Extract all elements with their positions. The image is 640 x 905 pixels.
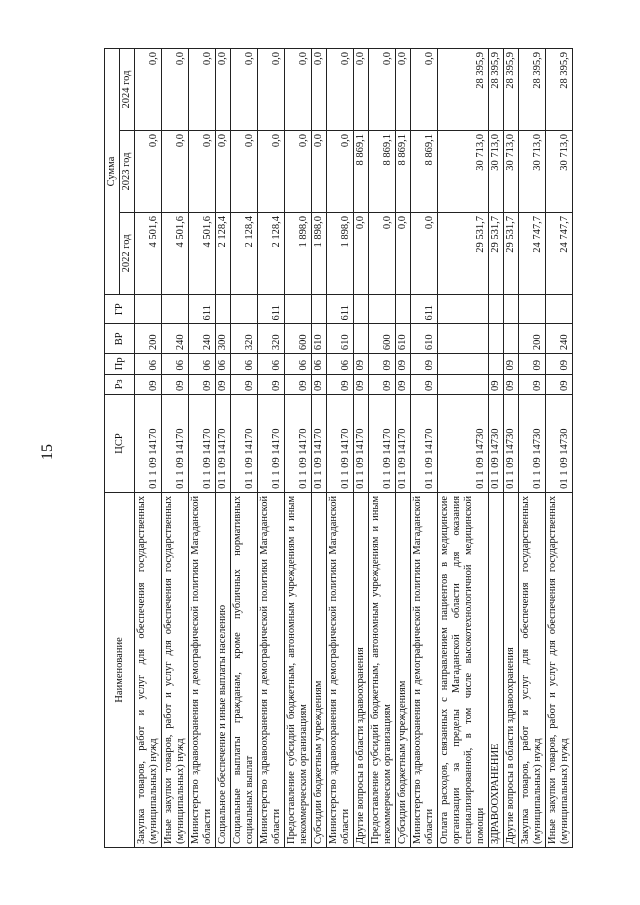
page-number: 15 xyxy=(39,444,56,460)
row-2023: 30 713,0 xyxy=(519,131,546,213)
row-2023: 30 713,0 xyxy=(489,131,504,213)
row-gr: 611 xyxy=(411,294,438,324)
row-2024: 0,0 xyxy=(396,49,411,131)
table-row xyxy=(411,49,438,848)
table-row xyxy=(489,49,504,848)
row-gr xyxy=(504,294,519,324)
table-row xyxy=(189,49,216,848)
row-pr: 06 xyxy=(327,354,354,374)
row-name: Оплата расходов, связанных с направлением пациентов в медицинские организации за пределы Магаданской области для оказания специализированной, в том числе высокотехнологичной медицинской помощи xyxy=(438,492,489,847)
header-rz: Рз xyxy=(105,374,135,394)
row-rz: 09 xyxy=(327,374,354,394)
row-2023: 8 869,1 xyxy=(396,131,411,213)
row-2024: 28 395,9 xyxy=(519,49,546,131)
table-row xyxy=(312,49,327,848)
row-name: ЗДРАВООХРАНЕНИЕ xyxy=(489,492,504,847)
row-rz: 09 xyxy=(396,374,411,394)
header-gr: ГР xyxy=(105,294,135,324)
row-2023: 30 713,0 xyxy=(504,131,519,213)
row-name: Иные закупки товаров, работ и услуг для обеспечения государственных (муниципальных) нужд xyxy=(162,492,189,847)
table-rotated-container xyxy=(104,48,584,848)
row-2022: 0,0 xyxy=(396,212,411,294)
row-2024: 0,0 xyxy=(231,49,258,131)
row-2023: 0,0 xyxy=(312,131,327,213)
row-2023: 30 713,0 xyxy=(438,131,489,213)
row-vr: 240 xyxy=(162,324,189,354)
row-2024: 28 395,9 xyxy=(489,49,504,131)
header-2022: 2022 год xyxy=(120,212,135,294)
row-pr: 06 xyxy=(285,354,312,374)
row-gr: 611 xyxy=(258,294,285,324)
row-2024: 0,0 xyxy=(354,49,369,131)
row-2023: 0,0 xyxy=(258,131,285,213)
row-rz: 09 xyxy=(189,374,216,394)
header-2023: 2023 год xyxy=(120,131,135,213)
header-2024: 2024 год xyxy=(120,49,135,131)
row-vr: 600 xyxy=(285,324,312,354)
row-csr: 01 1 09 14170 xyxy=(135,395,162,493)
row-rz: 09 xyxy=(411,374,438,394)
table-row xyxy=(135,49,162,848)
table-row xyxy=(327,49,354,848)
row-rz: 09 xyxy=(285,374,312,394)
row-name: Министерство здравоохранения и демографической политики Магаданской области xyxy=(258,492,285,847)
row-name: Субсидии бюджетным учреждениям xyxy=(312,492,327,847)
row-csr: 01 1 09 14170 xyxy=(258,395,285,493)
row-2023: 0,0 xyxy=(162,131,189,213)
row-2022: 4 501,6 xyxy=(189,212,216,294)
row-gr xyxy=(135,294,162,324)
row-2024: 0,0 xyxy=(369,49,396,131)
row-gr xyxy=(489,294,504,324)
row-rz: 09 xyxy=(258,374,285,394)
row-pr: 06 xyxy=(162,354,189,374)
row-vr: 200 xyxy=(135,324,162,354)
table-row xyxy=(258,49,285,848)
row-name: Министерство здравоохранения и демографической политики Магаданской области xyxy=(189,492,216,847)
row-2024: 28 395,9 xyxy=(546,49,573,131)
row-name: Закупка товаров, работ и услуг для обеспечения государственных (муниципальных) нужд xyxy=(519,492,546,847)
row-rz: 09 xyxy=(519,374,546,394)
table-row xyxy=(216,49,231,848)
row-rz: 09 xyxy=(231,374,258,394)
row-name: Министерство здравоохранения и демографической политики Магаданской области xyxy=(411,492,438,847)
row-csr: 01 1 09 14170 xyxy=(396,395,411,493)
row-2024: 0,0 xyxy=(411,49,438,131)
row-csr: 01 1 09 14730 xyxy=(504,395,519,493)
row-csr: 01 1 09 14730 xyxy=(546,395,573,493)
header-pr: Пр xyxy=(105,354,135,374)
row-vr xyxy=(354,324,369,354)
table-row xyxy=(354,49,369,848)
row-2022: 0,0 xyxy=(354,212,369,294)
row-name: Предоставление субсидий бюджетным, автономным учреждениям и иным некоммерческим организациям xyxy=(285,492,312,847)
row-2022: 24 747,7 xyxy=(519,212,546,294)
row-gr xyxy=(438,294,489,324)
row-gr xyxy=(162,294,189,324)
header-sum: Сумма xyxy=(105,49,120,295)
row-csr: 01 1 09 14730 xyxy=(519,395,546,493)
row-2022: 1 898,0 xyxy=(312,212,327,294)
table-row xyxy=(519,49,546,848)
row-name: Предоставление субсидий бюджетным, автономным учреждениям и иным некоммерческим организациям xyxy=(369,492,396,847)
row-name: Другие вопросы в области здравоохранения xyxy=(354,492,369,847)
header-row-1 xyxy=(105,49,120,848)
row-rz: 09 xyxy=(312,374,327,394)
row-name: Закупка товаров, работ и услуг для обеспечения государственных (муниципальных) нужд xyxy=(135,492,162,847)
row-2022: 1 898,0 xyxy=(327,212,354,294)
header-csr: ЦСР xyxy=(105,395,135,493)
row-2023: 0,0 xyxy=(135,131,162,213)
row-2022: 29 531,7 xyxy=(489,212,504,294)
row-2024: 28 395,9 xyxy=(438,49,489,131)
row-csr: 01 1 09 14170 xyxy=(411,395,438,493)
row-rz: 09 xyxy=(216,374,231,394)
row-rz: 09 xyxy=(546,374,573,394)
row-2022: 24 747,7 xyxy=(546,212,573,294)
row-csr: 01 1 09 14170 xyxy=(369,395,396,493)
row-gr: 611 xyxy=(327,294,354,324)
row-2024: 28 395,9 xyxy=(504,49,519,131)
row-vr: 200 xyxy=(519,324,546,354)
row-vr: 610 xyxy=(312,324,327,354)
row-rz: 09 xyxy=(489,374,504,394)
table-body xyxy=(135,49,573,848)
row-gr xyxy=(519,294,546,324)
row-csr: 01 1 09 14170 xyxy=(189,395,216,493)
row-gr xyxy=(312,294,327,324)
table-row xyxy=(504,49,519,848)
table-viewport xyxy=(104,48,584,848)
row-csr: 01 1 09 14730 xyxy=(489,395,504,493)
row-pr: 09 xyxy=(396,354,411,374)
row-2024: 0,0 xyxy=(189,49,216,131)
row-vr: 610 xyxy=(396,324,411,354)
row-pr: 06 xyxy=(135,354,162,374)
row-rz: 09 xyxy=(369,374,396,394)
row-csr: 01 1 09 14170 xyxy=(216,395,231,493)
row-2024: 0,0 xyxy=(285,49,312,131)
row-rz: 09 xyxy=(354,374,369,394)
row-2022: 2 128,4 xyxy=(216,212,231,294)
row-vr: 240 xyxy=(189,324,216,354)
header-vr: ВР xyxy=(105,324,135,354)
row-2024: 0,0 xyxy=(258,49,285,131)
row-pr: 09 xyxy=(519,354,546,374)
row-gr xyxy=(285,294,312,324)
row-pr: 06 xyxy=(216,354,231,374)
table-row xyxy=(285,49,312,848)
budget-table xyxy=(104,48,573,848)
row-pr: 06 xyxy=(312,354,327,374)
row-vr: 610 xyxy=(327,324,354,354)
row-pr: 09 xyxy=(504,354,519,374)
row-gr xyxy=(546,294,573,324)
row-name: Социальное обеспечение и иные выплаты населению xyxy=(216,492,231,847)
row-vr: 320 xyxy=(258,324,285,354)
row-name: Иные закупки товаров, работ и услуг для обеспечения государственных (муниципальных) нужд xyxy=(546,492,573,847)
row-2023: 0,0 xyxy=(285,131,312,213)
table-row xyxy=(438,49,489,848)
row-2024: 0,0 xyxy=(327,49,354,131)
table-row xyxy=(162,49,189,848)
row-rz: 09 xyxy=(135,374,162,394)
row-rz: 09 xyxy=(504,374,519,394)
row-2023: 30 713,0 xyxy=(546,131,573,213)
row-vr: 600 xyxy=(369,324,396,354)
row-vr: 240 xyxy=(546,324,573,354)
row-csr: 01 1 09 14170 xyxy=(312,395,327,493)
header-name: Наименование xyxy=(105,492,135,847)
row-2024: 0,0 xyxy=(312,49,327,131)
row-2023: 8 869,1 xyxy=(369,131,396,213)
row-2023: 8 869,1 xyxy=(354,131,369,213)
row-2024: 0,0 xyxy=(216,49,231,131)
row-pr: 06 xyxy=(189,354,216,374)
row-2023: 0,0 xyxy=(327,131,354,213)
row-2022: 0,0 xyxy=(411,212,438,294)
row-gr xyxy=(369,294,396,324)
row-vr: 320 xyxy=(231,324,258,354)
row-name: Социальные выплаты гражданам, кроме публичных нормативных социальных выплат xyxy=(231,492,258,847)
row-gr xyxy=(396,294,411,324)
row-vr xyxy=(504,324,519,354)
row-2022: 29 531,7 xyxy=(438,212,489,294)
row-pr: 09 xyxy=(354,354,369,374)
row-gr xyxy=(354,294,369,324)
table-row xyxy=(396,49,411,848)
row-name: Субсидии бюджетным учреждениям xyxy=(396,492,411,847)
row-csr: 01 1 09 14170 xyxy=(162,395,189,493)
row-name: Министерство здравоохранения и демографической политики Магаданской области xyxy=(327,492,354,847)
row-pr xyxy=(438,354,489,374)
row-rz: 09 xyxy=(162,374,189,394)
row-pr: 06 xyxy=(258,354,285,374)
row-2023: 0,0 xyxy=(189,131,216,213)
row-gr xyxy=(231,294,258,324)
row-pr: 09 xyxy=(546,354,573,374)
row-csr: 01 1 09 14730 xyxy=(438,395,489,493)
row-pr xyxy=(489,354,504,374)
row-2024: 0,0 xyxy=(162,49,189,131)
row-2023: 8 869,1 xyxy=(411,131,438,213)
row-vr: 300 xyxy=(216,324,231,354)
row-vr xyxy=(438,324,489,354)
row-csr: 01 1 09 14170 xyxy=(285,395,312,493)
row-2022: 1 898,0 xyxy=(285,212,312,294)
table-row xyxy=(231,49,258,848)
row-2022: 2 128,4 xyxy=(231,212,258,294)
table-row xyxy=(546,49,573,848)
row-2023: 0,0 xyxy=(216,131,231,213)
row-pr: 09 xyxy=(369,354,396,374)
row-2022: 29 531,7 xyxy=(504,212,519,294)
row-2023: 0,0 xyxy=(231,131,258,213)
row-gr: 611 xyxy=(189,294,216,324)
row-vr xyxy=(489,324,504,354)
row-gr xyxy=(216,294,231,324)
row-vr: 610 xyxy=(411,324,438,354)
row-2022: 2 128,4 xyxy=(258,212,285,294)
row-pr: 06 xyxy=(231,354,258,374)
row-csr: 01 1 09 14170 xyxy=(327,395,354,493)
row-csr: 01 1 09 14170 xyxy=(354,395,369,493)
row-name: Другие вопросы в области здравоохранения xyxy=(504,492,519,847)
row-2022: 0,0 xyxy=(369,212,396,294)
row-2022: 4 501,6 xyxy=(162,212,189,294)
table-row xyxy=(369,49,396,848)
row-csr: 01 1 09 14170 xyxy=(231,395,258,493)
row-rz xyxy=(438,374,489,394)
row-2022: 4 501,6 xyxy=(135,212,162,294)
row-2024: 0,0 xyxy=(135,49,162,131)
row-pr: 09 xyxy=(411,354,438,374)
